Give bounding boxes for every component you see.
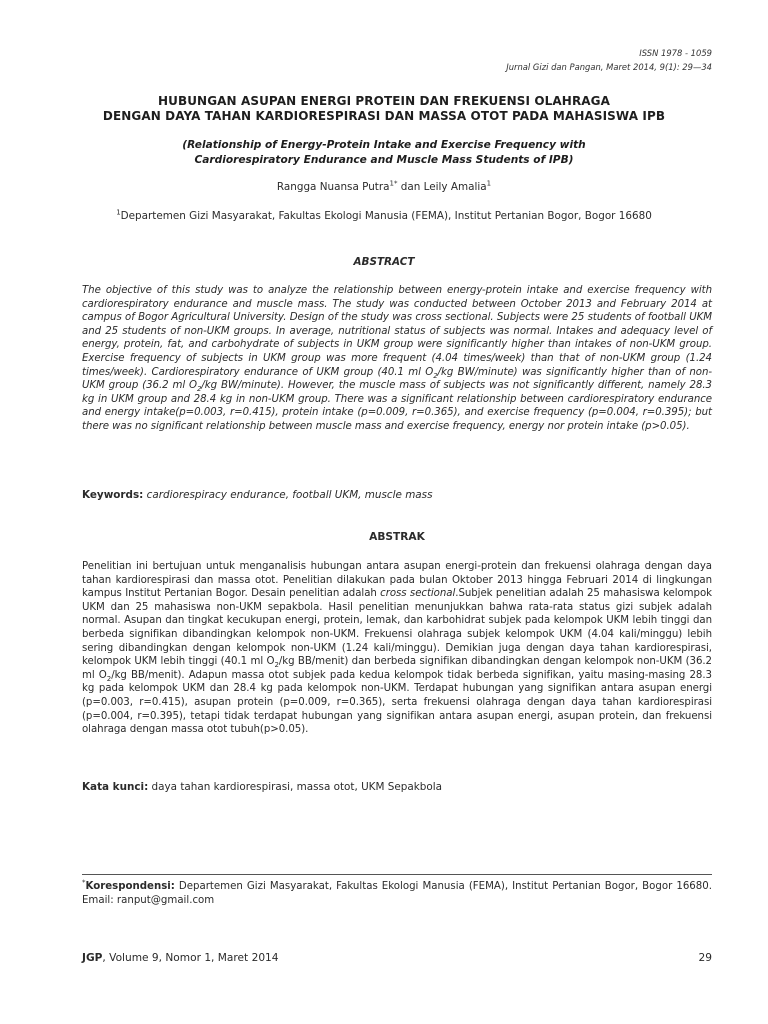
- affiliation-text: Departemen Gizi Masyarakat, Fakultas Ekologi Manusia (FEMA), Institut Pertanian Bogor, Bogor 16680: [120, 210, 652, 222]
- keywords: [82, 488, 712, 502]
- author-list: [82, 180, 686, 194]
- author-2-marker: 1: [486, 179, 492, 188]
- keywords-text: cardiorespiracy endurance, football UKM, muscle mass: [143, 489, 433, 501]
- journal-citation: Jurnal Gizi dan Pangan, Maret 2014, 9(1): 29—34: [506, 62, 712, 72]
- page-number: 29: [698, 952, 712, 964]
- affiliation: [82, 209, 686, 223]
- english-title-line-2: Cardiorespiratory Endurance and Muscle Mass Students of IPB): [194, 154, 574, 166]
- abstract-text-2: /kg BW/minute) was significantly higher than of non-UKM group (36.2 ml O: [82, 366, 712, 392]
- page-footer: [82, 952, 279, 964]
- abstract-subscript-2: 2: [197, 385, 202, 394]
- abstract-heading: ABSTRACT: [353, 256, 415, 268]
- abstrak-text-4: /kg BB/menit). Adapun massa otot subjek pada kedua kelompok tidak berbeda signifikan, yaitu masing-masing 28.3 kg pada kelompok UKM dan 28.4 kg pada kelompok non-UKM. Terdapat hubungan yang signifikan antara asupan energi (p=0.003, r=0.415), asupan protein (p=0.009, r=0.365), serta frekuensi olahraga dengan daya tahan kardiorespirasi (p=0.004, r=0.395), tetapi tidak terdapat hubungan yang signifikan antara asupan energi, asupan protein, dan frekuensi olahraga dengan massa otot tubuh(p>0.05).: [82, 669, 712, 736]
- author-1-marker: 1*: [389, 179, 398, 188]
- issn-text: ISSN 1978 - 1059: [639, 48, 712, 58]
- title-line-2: DENGAN DAYA TAHAN KARDIORESPIRASI DAN MASSA OTOT PADA MAHASISWA IPB: [102, 109, 666, 123]
- author-2: Leily Amalia: [423, 181, 487, 193]
- author-1: Rangga Nuansa Putra: [276, 181, 390, 193]
- abstrak-body: [82, 560, 712, 737]
- journal-header: [506, 46, 712, 74]
- abstrak-text-3: /kg BB/menit) dan berbeda signifikan dibandingkan dengan kelompok non-UKM (36.2 ml O: [82, 656, 712, 681]
- paper-title: [82, 94, 686, 124]
- author-connector: dan: [397, 181, 424, 193]
- correspondence-label: Korespondensi:: [85, 881, 175, 892]
- affiliation-marker: 1: [116, 208, 121, 217]
- abstract-text-1: The objective of this study was to analyze the relationship between energy-protein intake and exercise frequency with cardiorespiratory endurance and muscle mass. The study was conducted between October 2013 and February 2014 at campus of Bogor Agricultural University. Design of the study was cross sectional. Subjects were 25 students of football UKM and 25 students of non-UKM groups. In average, nutritional status of subjects was normal. Intakes and adequacy level of energy, protein, fat, and carbohydrate of subjects in UKM group were significantly higher than intakes of non-UKM group. Exercise frequency of subjects in UKM group was more frequent (4.04 times/week) than that of non-UKM group (1.24 times/week). Cardiorespiratory endurance of UKM group (40.1 ml O: [82, 285, 712, 378]
- abstract-body: [82, 284, 712, 434]
- abstract-subscript-1: 2: [433, 371, 438, 380]
- abstrak-text-1: Penelitian ini bertujuan untuk menganalisis hubungan antara asupan energi-protein dan frekuensi olahraga dengan daya tahan kardiorespirasi dan massa otot. Penelitian dilakukan pada bulan Oktober 2013 hingga Februari 2014 di lingkungan kampus Institut Pertanian Bogor. Desain penelitian adalah: [82, 561, 712, 600]
- abstrak-subscript-2: 2: [106, 674, 112, 683]
- english-title-line-1: (Relationship of Energy-Protein Intake and Exercise Frequency with: [182, 139, 586, 151]
- abstrak-italic: cross sectional: [380, 588, 456, 600]
- journal-abbreviation: JGP: [82, 952, 103, 964]
- abstract-text-3: /kg BW/minute). However, the muscle mass of subjects was not significantly different, namely 28.3 kg in UKM group and 28.4 kg in non-UKM group. There was a significant relationship between cardiorespiratory endurance and energy intake(p=0.003, r=0.415), protein intake (p=0.009, r=0.365), and exercise frequency (p=0.004, r=0.395); but there was no significant relationship between muscle mass and exercise frequency, energy nor protein intake (p>0.05).: [82, 380, 712, 432]
- title-line-1: HUBUNGAN ASUPAN ENERGI PROTEIN DAN FREKUENSI OLAHRAGA: [157, 94, 611, 108]
- abstrak-heading: ABSTRAK: [369, 531, 425, 543]
- correspondence-note: [82, 880, 712, 908]
- volume-info: , Volume 9, Nomor 1, Maret 2014: [102, 952, 279, 964]
- abstrak-text-2: .Subjek penelitian adalah 25 mahasiswa kelompok UKM dan 25 mahasiswa non-UKM sepakbola. Hasil penelitian menunjukkan bahwa rata-rata status gizi subjek adalah normal. Asupan dan tingkat kecukupan energi, protein, lemak, dan karbohidrat subjek pada kelompok UKM lebih tinggi dan berbeda signifikan dibandingkan kelompok non-UKM. Frekuensi olahraga subjek kelompok UKM (4.04 kali/minggu) lebih sering dibandingkan dengan kelompok non-UKM (1.24 kali/minggu). Demikian juga dengan daya tahan kardiorespirasi, kelompok UKM lebih tinggi (40.1 ml O: [82, 588, 713, 668]
- keywords-label: Keywords:: [82, 489, 144, 501]
- kata-kunci-label: Kata kunci:: [82, 781, 149, 793]
- correspondence-text: Departemen Gizi Masyarakat, Fakultas Ekologi Manusia (FEMA), Institut Pertanian Bogor, Bogor 16680. Email: ranput@gmail.com: [82, 881, 712, 906]
- english-title: [82, 138, 686, 168]
- kata-kunci-text: daya tahan kardiorespirasi, massa otot, UKM Sepakbola: [148, 781, 442, 793]
- kata-kunci: [82, 780, 712, 794]
- abstrak-subscript-1: 2: [274, 661, 279, 670]
- correspondence-marker: *: [82, 878, 86, 887]
- footnote-divider: [82, 874, 712, 875]
